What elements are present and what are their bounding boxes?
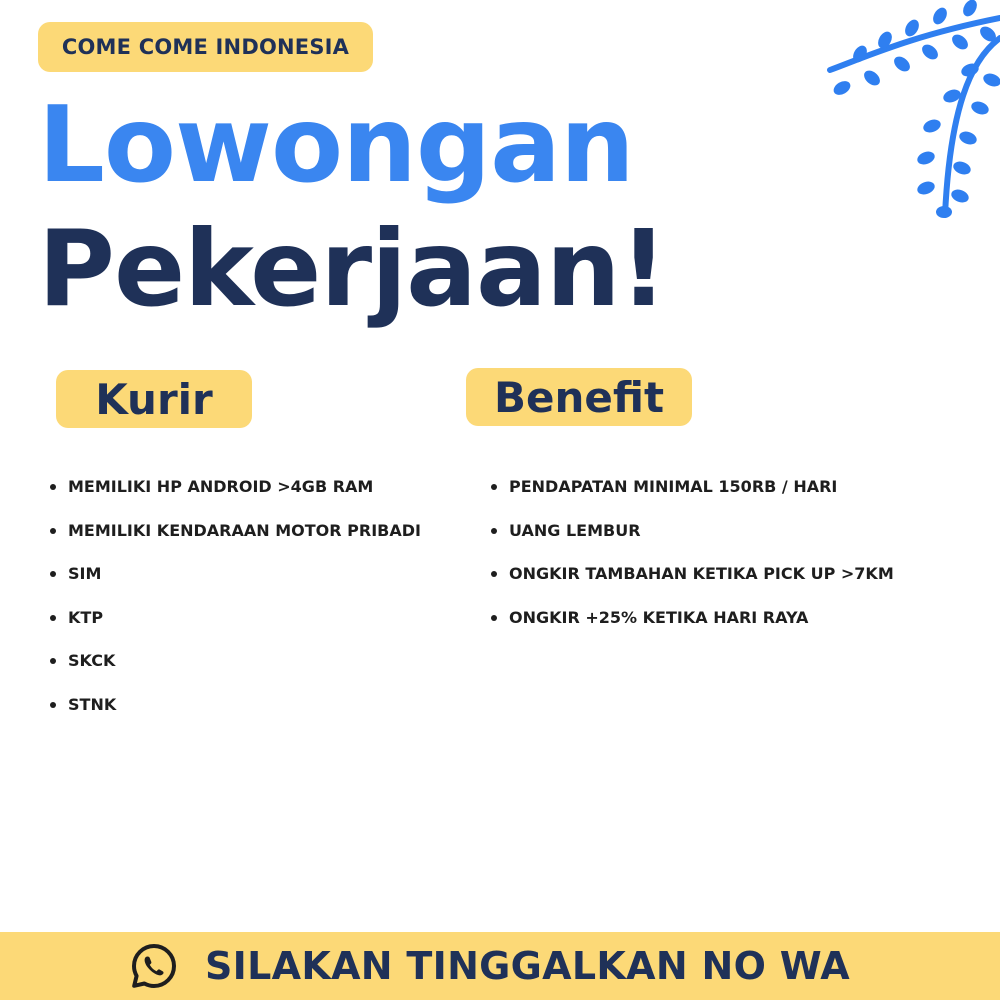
list-item: SKCK — [50, 650, 421, 694]
footer-banner — [0, 932, 1000, 1000]
list-item: UANG LEMBUR — [491, 520, 894, 564]
brand-badge-label: COME COME INDONESIA — [61, 35, 350, 59]
list-item: PENDAPATAN MINIMAL 150RB / HARI — [491, 476, 894, 520]
footer-cta-text: SILAKAN TINGGALKAN NO WA — [205, 944, 850, 988]
list-item: MEMILIKI KENDARAAN MOTOR PRIBADI — [50, 520, 421, 564]
kurir-title-label: Kurir — [95, 374, 213, 424]
section-title-benefit — [466, 368, 692, 426]
kurir-requirements-list — [50, 476, 421, 737]
headline-line-1: Lowongan — [38, 84, 634, 206]
headline-line-2: Pekerjaan! — [38, 208, 667, 330]
list-item: SIM — [50, 563, 421, 607]
section-title-kurir — [56, 370, 252, 428]
list-item: STNK — [50, 694, 421, 738]
benefit-title-label: Benefit — [493, 372, 665, 422]
benefit-list — [491, 476, 894, 650]
brand-badge — [38, 22, 373, 72]
leaves-decoration — [820, 0, 1000, 220]
whatsapp-icon — [130, 942, 178, 990]
list-item: KTP — [50, 607, 421, 651]
list-item: ONGKIR TAMBAHAN KETIKA PICK UP >7KM — [491, 563, 894, 607]
list-item: MEMILIKI HP ANDROID >4GB RAM — [50, 476, 421, 520]
list-item: ONGKIR +25% KETIKA HARI RAYA — [491, 607, 894, 651]
